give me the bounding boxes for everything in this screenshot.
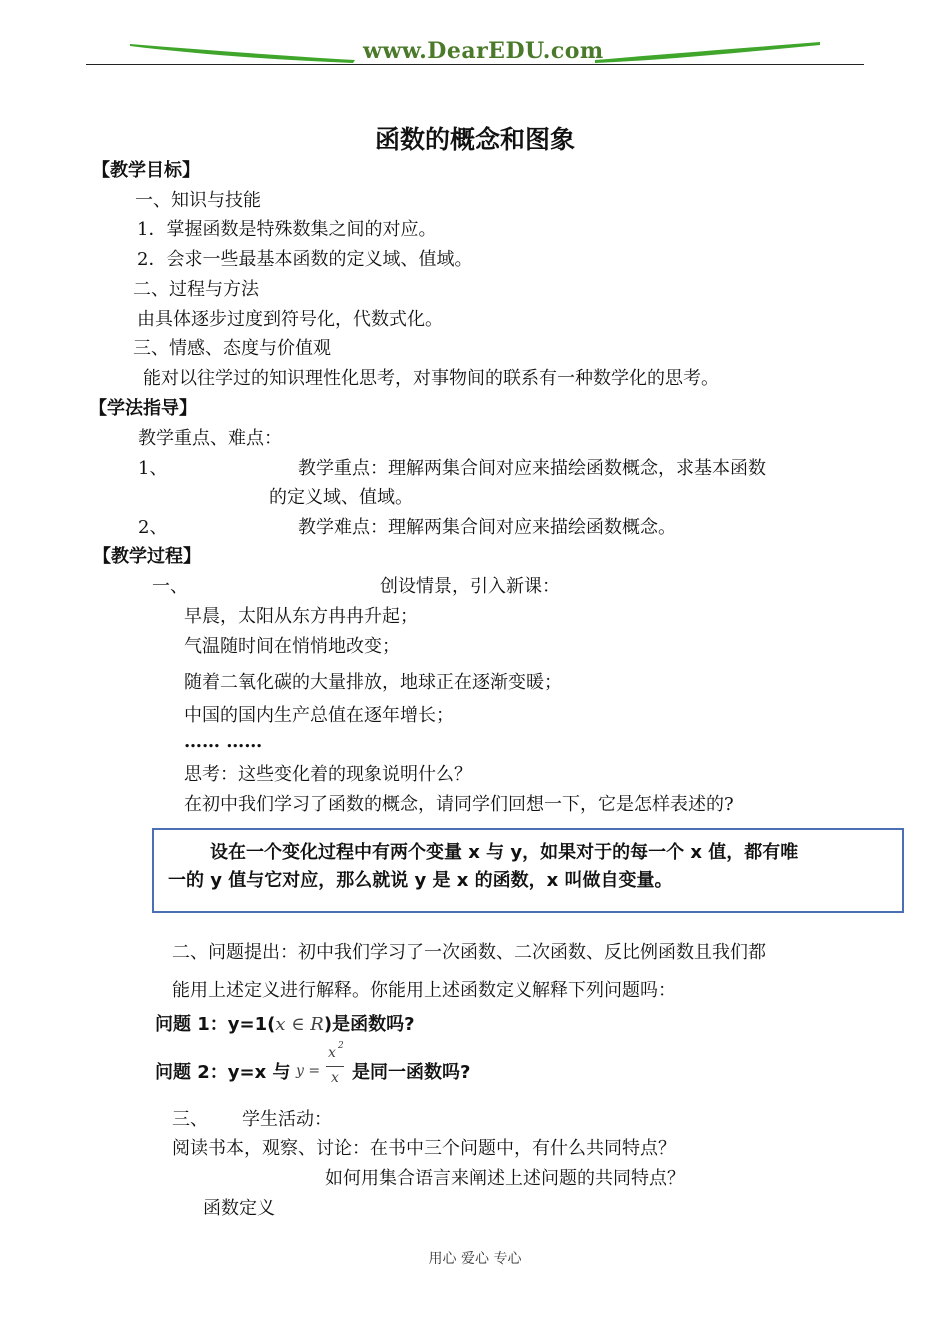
question-1-post: )是函数吗? — [323, 1014, 415, 1035]
goal-3: 三、情感、态度与价值观 — [133, 338, 331, 359]
question-2-math-num: x — [328, 1045, 336, 1061]
question-2-math-sup: 2 — [338, 1041, 344, 1051]
process-1-a: 早晨，太阳从东方冉冉升起； — [184, 606, 418, 627]
process-1-c: 随着二氧化碳的大量排放，地球正在逐渐变暖； — [184, 672, 562, 693]
page-title: 函数的概念和图象 — [374, 125, 575, 154]
goal-1: 一、知识与技能 — [135, 190, 261, 211]
question-2-math-y: y = — [296, 1063, 321, 1079]
process-3-b: 如何用集合语言来阐述上述问题的共同特点？ — [325, 1168, 685, 1189]
header-divider — [86, 64, 864, 65]
heading-guide: 【学法指导】 — [89, 398, 197, 419]
question-2-post: 是同一函数吗? — [352, 1062, 471, 1083]
guide-2-text: 教学难点：理解两集合间对应来描绘函数概念。 — [298, 517, 676, 538]
process-1-f: 思考：这些变化着的现象说明什么？ — [184, 764, 472, 785]
logo-text: www.DearEDU.com — [363, 38, 604, 64]
question-2-math-den: x — [331, 1070, 339, 1086]
fraction-bar — [326, 1066, 344, 1067]
process-1-num: 一、 — [152, 576, 188, 597]
question-1-pre: 问题 1：y=1( — [155, 1014, 276, 1035]
process-1-text: 创设情景，引入新课： — [380, 576, 560, 597]
guide-2-num: 2、 — [138, 517, 168, 538]
goal-1-2: 2．会求一些最基本函数的定义域、值域。 — [137, 249, 473, 270]
process-2-b: 能用上述定义进行解释。你能用上述函数定义解释下列问题吗： — [172, 980, 676, 1001]
guide-1-text: 教学重点：理解两集合间对应来描绘函数概念，求基本函数 — [298, 458, 766, 479]
definition-line-1: 设在一个变化过程中有两个变量 x 与 y，如果对于的每一个 x 值，都有唯 — [210, 842, 799, 863]
question-2-pre: 问题 2：y=x 与 — [155, 1062, 291, 1083]
process-1-g: 在初中我们学习了函数的概念，请同学们回想一下，它是怎样表述的? — [184, 794, 734, 815]
definition-line-2: 一的 y 值与它对应，那么就说 y 是 x 的函数，x 叫做自变量。 — [168, 870, 673, 891]
guide-1-cont: 的定义域、值域。 — [269, 487, 413, 508]
process-3-text: 学生活动： — [242, 1109, 332, 1130]
page-footer: 用心 爱心 专心 — [428, 1251, 522, 1267]
process-2-a: 二、问题提出：初中我们学习了一次函数、二次函数、反比例函数且我们都 — [172, 942, 766, 963]
process-1-d: 中国的国内生产总值在逐年增长； — [184, 705, 454, 726]
heading-process: 【教学过程】 — [93, 546, 201, 567]
goal-2: 二、过程与方法 — [133, 279, 259, 300]
process-3-c: 函数定义 — [203, 1198, 275, 1219]
process-1-ellipsis: …… …… — [184, 731, 263, 752]
heading-goals: 【教学目标】 — [92, 160, 200, 181]
process-1-b: 气温随时间在悄悄地改变； — [184, 636, 400, 657]
goal-2-1: 由具体逐步过度到符号化，代数式化。 — [137, 309, 443, 330]
guide-key: 教学重点、难点： — [138, 428, 282, 449]
process-3-num: 三、 — [172, 1109, 208, 1130]
guide-1-num: 1、 — [138, 458, 168, 479]
question-1-math: x ∈ R — [275, 1014, 324, 1035]
process-3-a: 阅读书本，观察、讨论：在书中三个问题中，有什么共同特点？ — [172, 1138, 676, 1159]
question-1 — [155, 1010, 415, 1036]
goal-3-1: 能对以往学过的知识理性化思考，对事物间的联系有一种数学化的思考。 — [143, 368, 719, 389]
goal-1-1: 1．掌握函数是特殊数集之间的对应。 — [137, 219, 437, 240]
